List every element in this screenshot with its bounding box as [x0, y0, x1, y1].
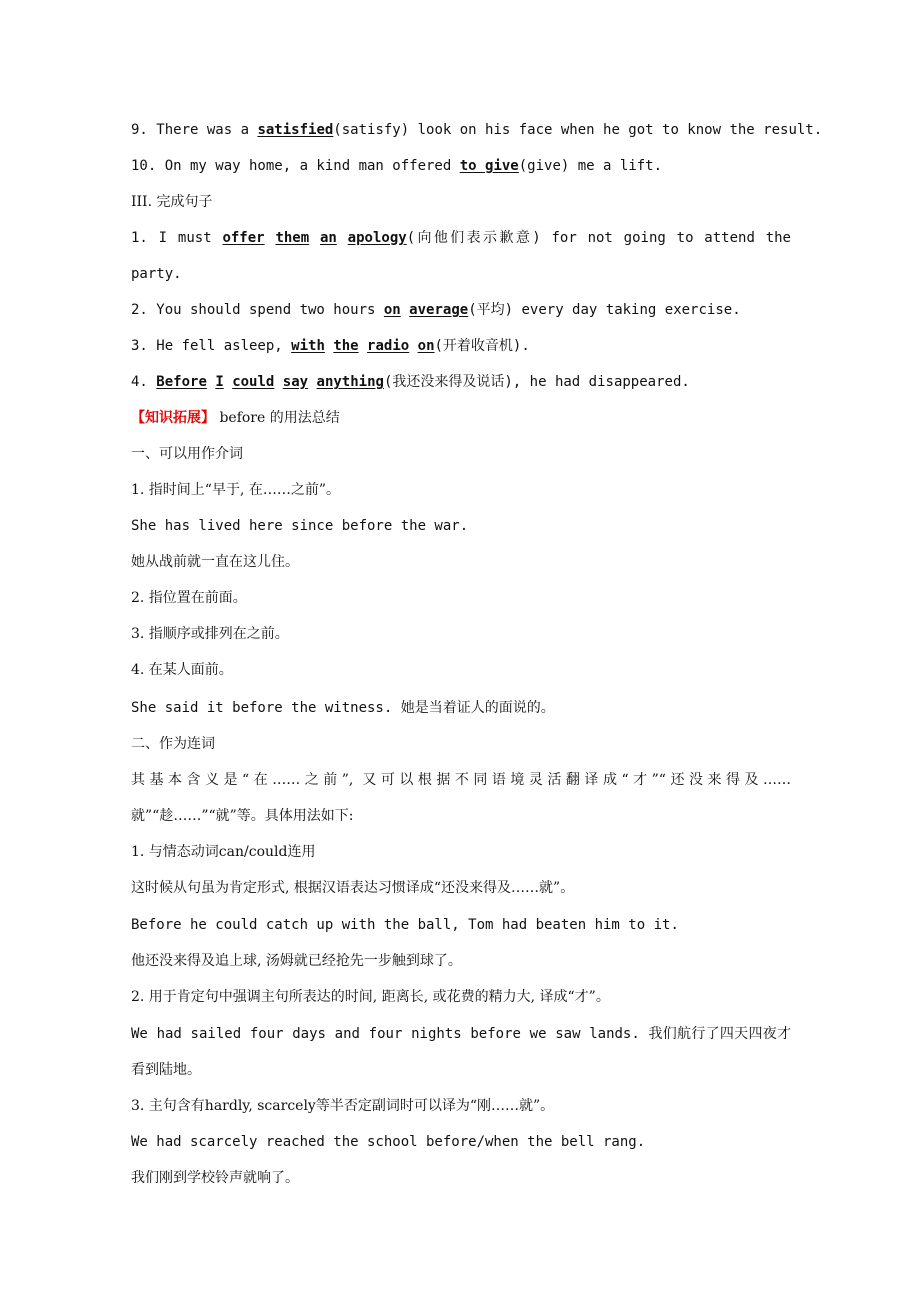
part-2-item-3: 3. 主句含有hardly, scarcely等半否定副词时可以译为“刚……就”。 [131, 1098, 555, 1114]
sentence-4-answer-2: I [215, 374, 224, 390]
sentence-1-answer-4: apology [347, 230, 407, 246]
sentence-1 [131, 228, 791, 248]
part-1-item-1-example-zh: 她从战前就一直在这儿住。 [131, 554, 299, 570]
knowledge-extension-tag: 【知识拓展】 [131, 410, 215, 426]
sentence-3-text-after: (开着收音机). [434, 338, 530, 354]
part-1-item-1-example-en: She has lived here since before the war. [131, 518, 469, 534]
sentence-3-answer-2: the [333, 338, 359, 354]
exercise-9 [131, 120, 823, 140]
sentence-2-text-after: (平均) every day taking exercise. [468, 302, 741, 318]
part-2-heading: 二、作为连词 [131, 736, 215, 752]
sentence-4-answer-3: could [232, 374, 275, 390]
sentence-3-text: 3. He fell asleep, [131, 338, 292, 354]
part-2-item-1-description: 这时候从句虽为肯定形式, 根据汉语表达习惯译成“还没来得及……就”。 [131, 880, 575, 896]
sentence-2-text: 2. You should spend two hours [131, 302, 384, 318]
sentence-2-answer-1: on [383, 302, 401, 318]
part-2-intro: 其基本含义是“在……之前”, 又可以根据不同语境灵活翻译成“才”“还没来得及…… [131, 772, 791, 788]
part-2-item-1-example-zh: 他还没来得及追上球, 汤姆就已经抢先一步触到球了。 [131, 953, 462, 969]
part-1-item-4: 4. 在某人面前。 [131, 662, 233, 678]
exercise-10-text: 10. On my way home, a kind man offered [131, 158, 460, 174]
part-2-item-2-example: We had sailed four days and four nights before we saw lands. 我们航行了四天四夜才 [131, 1026, 791, 1042]
part-1-item-3: 3. 指顺序或排列在之前。 [131, 626, 289, 642]
part-2-item-3-example-zh: 我们刚到学校铃声就响了。 [131, 1170, 299, 1186]
exercise-10-answer: to give [459, 158, 519, 174]
part-2-item-1-example-en: Before he could catch up with the ball, Tom had beaten him to it. [131, 917, 679, 933]
exercise-10-text-after: (give) me a lift. [518, 158, 663, 174]
part-1-item-2: 2. 指位置在前面。 [131, 590, 247, 606]
sentence-4-answer-4: say [282, 374, 309, 390]
part-2-item-2: 2. 用于肯定句中强调主句所表达的时间, 距离长, 或花费的精力大, 译成“才”。 [131, 989, 610, 1005]
part-2-intro-continued: 就”“趁……”“就”等。具体用法如下: [131, 808, 354, 824]
sentence-3-answer-1: with [291, 338, 325, 354]
exercise-9-answer: satisfied [257, 122, 334, 138]
exercise-10 [131, 156, 791, 176]
sentence-4-text-after: (我还没来得及说话), he had disappeared. [383, 374, 690, 390]
sentence-1-answer-1: offer [222, 230, 265, 246]
part-1-item-4-example: She said it before the witness. 她是当着证人的面说的。 [131, 700, 555, 716]
part-1-heading: 一、可以用作介词 [131, 446, 243, 462]
exercise-9-text: 9. There was a [131, 122, 258, 138]
sentence-3 [131, 336, 791, 356]
sentence-1-answer-2: them [275, 230, 310, 246]
sentence-3-answer-3: radio [367, 338, 410, 354]
section-3-heading: III. 完成句子 [131, 194, 213, 210]
sentence-2-answer-2: average [409, 302, 469, 318]
sentence-1-answer-3: an [319, 230, 337, 246]
part-2-item-3-example-en: We had scarcely reached the school before/when the bell rang. [131, 1134, 646, 1150]
sentence-4-answer-1: Before [156, 374, 207, 390]
knowledge-extension-heading [131, 408, 791, 428]
sentence-4 [131, 372, 791, 392]
sentence-4-text: 4. [131, 374, 157, 390]
sentence-1-text-after: (向他们表示歉意) for not going to attend the [406, 230, 791, 246]
sentence-3-answer-4: on [417, 338, 435, 354]
knowledge-extension-title: before 的用法总结 [215, 410, 340, 426]
sentence-2 [131, 300, 791, 320]
sentence-4-answer-5: anything [316, 374, 384, 390]
part-1-item-1: 1. 指时间上“早于, 在……之前”。 [131, 482, 341, 498]
sentence-1-text: 1. I must [131, 230, 223, 246]
exercise-9-text-after: (satisfy) look on his face when he got to know the result. [333, 122, 823, 138]
part-2-item-1: 1. 与情态动词can/could连用 [131, 844, 316, 860]
part-2-item-2-example-continued: 看到陆地。 [131, 1062, 201, 1078]
sentence-1-continued: party. [131, 266, 182, 282]
